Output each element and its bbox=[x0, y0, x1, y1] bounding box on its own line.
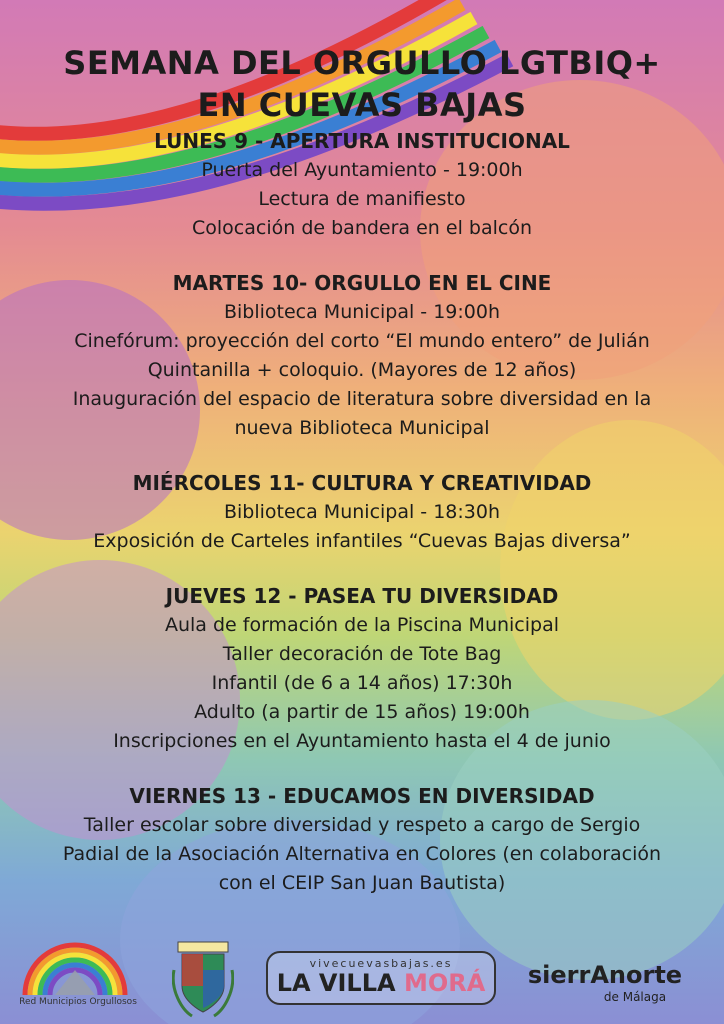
event-line: Cinefórum: proyección del corto “El mundo entero” de Julián bbox=[74, 330, 650, 352]
title-line-1: SEMANA DEL ORGULLO LGTBIQ+ bbox=[63, 44, 661, 82]
event-line: Taller decoración de Tote Bag bbox=[222, 643, 502, 665]
red-municipios-label: Red Municipios Orgullosos bbox=[19, 997, 137, 1007]
event-line: con el CEIP San Juan Bautista) bbox=[218, 872, 506, 894]
la-villa-mora-logo bbox=[266, 951, 496, 1005]
villa-brand bbox=[268, 970, 494, 996]
poster-title bbox=[0, 42, 724, 126]
day-heading: MIÉRCOLES 11- CULTURA Y CREATIVIDAD bbox=[132, 471, 592, 495]
event-line: Inscripciones en el Ayuntamiento hasta el 4 de junio bbox=[113, 730, 611, 752]
event-line: Infantil (de 6 a 14 años) 17:30h bbox=[211, 672, 513, 694]
event-line: Biblioteca Municipal - 19:00h bbox=[223, 301, 501, 323]
event-friday bbox=[0, 781, 724, 898]
day-heading: LUNES 9 - APERTURA INSTITUCIONAL bbox=[154, 129, 570, 153]
event-line: Quintanilla + coloquio. (Mayores de 12 años) bbox=[147, 359, 577, 381]
day-heading: MARTES 10- ORGULLO EN EL CINE bbox=[172, 271, 552, 295]
event-line: Adulto (a partir de 15 años) 19:00h bbox=[194, 701, 530, 723]
event-line: Taller escolar sobre diversidad y respeto a cargo de Sergio bbox=[83, 814, 641, 836]
event-line: Exposición de Carteles infantiles “Cuevas Bajas diversa” bbox=[93, 530, 631, 552]
event-monday bbox=[0, 126, 724, 243]
event-line: nueva Biblioteca Municipal bbox=[234, 417, 490, 439]
event-line: Biblioteca Municipal - 18:30h bbox=[223, 501, 501, 523]
event-line: Puerta del Ayuntamiento - 19:00h bbox=[201, 159, 523, 181]
day-heading: VIERNES 13 - EDUCAMOS EN DIVERSIDAD bbox=[129, 784, 595, 808]
red-municipios-orgullosos-logo bbox=[20, 940, 130, 995]
event-thursday bbox=[0, 581, 724, 756]
villa-web-label: vivecuevasbajas.es bbox=[309, 957, 453, 970]
event-line: Lectura de manifiesto bbox=[258, 188, 466, 210]
event-wednesday bbox=[0, 468, 724, 556]
sierra-sub: de Málaga bbox=[603, 990, 667, 1004]
event-line: Inauguración del espacio de literatura sobre diversidad en la bbox=[72, 388, 652, 410]
sierra-brand: sierrAnorte bbox=[527, 961, 683, 989]
event-line: Colocación de bandera en el balcón bbox=[192, 217, 532, 239]
villa-brand-part2: MORÁ bbox=[403, 969, 486, 997]
event-line: Padial de la Asociación Alternativa en Colores (en colaboración bbox=[62, 843, 662, 865]
event-line: Aula de formación de la Piscina Municipal bbox=[164, 614, 560, 636]
event-tuesday bbox=[0, 268, 724, 443]
villa-brand-part1: LA VILLA bbox=[276, 969, 404, 997]
day-heading: JUEVES 12 - PASEA TU DIVERSIDAD bbox=[165, 584, 559, 608]
sierra-norte-logo bbox=[520, 962, 690, 1004]
cuevas-bajas-crest-icon bbox=[172, 940, 234, 1018]
title-line-2: EN CUEVAS BAJAS bbox=[197, 86, 527, 124]
